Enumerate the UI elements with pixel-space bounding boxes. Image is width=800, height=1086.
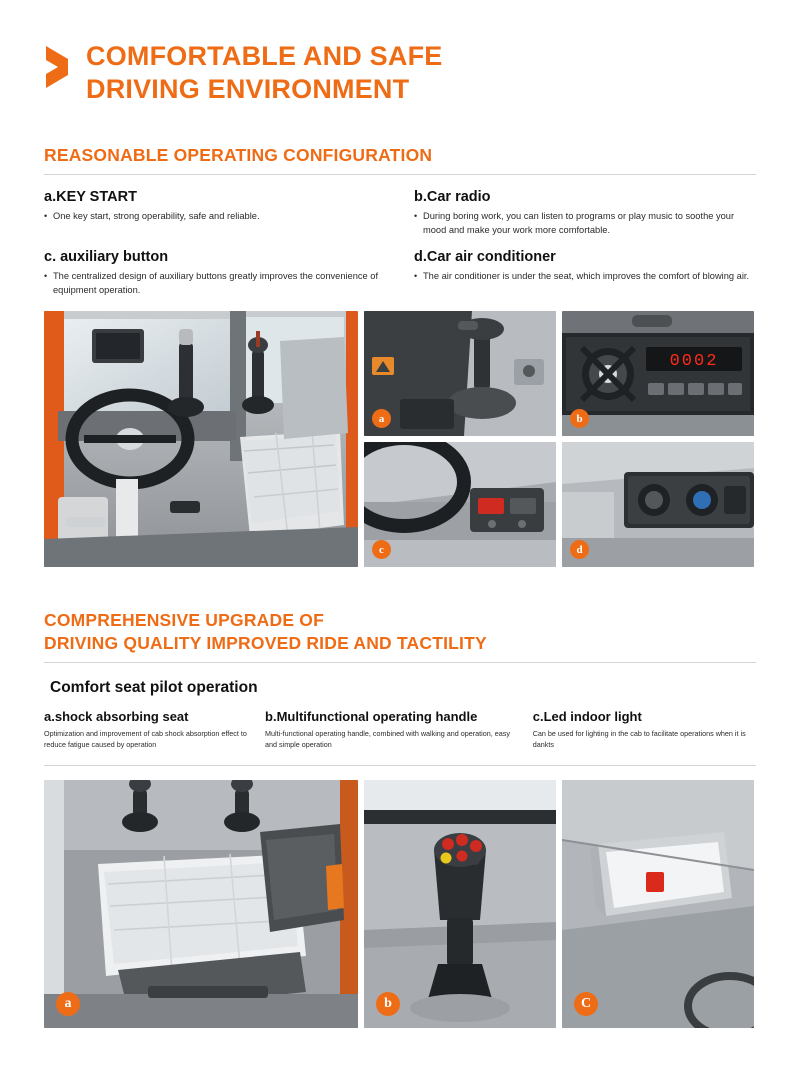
feature-title: d.Car air conditioner <box>414 249 556 266</box>
page-header <box>44 0 756 106</box>
photo-badge: b <box>570 409 589 428</box>
bullet-dot: • <box>414 211 418 222</box>
feature-bullet <box>414 270 756 283</box>
divider <box>44 662 756 663</box>
section-driving-quality <box>44 609 756 1027</box>
section1-heading: REASONABLE OPERATING CONFIGURATION <box>44 144 433 165</box>
page-title-line1: COMFORTABLE AND SAFE <box>86 41 443 71</box>
section1-photo-row-bottom <box>364 442 754 567</box>
feature-bullet <box>414 210 756 237</box>
section2-photo-row <box>44 780 756 1028</box>
feature-title: a.shock absorbing seat <box>44 708 189 724</box>
bullet-dot: • <box>414 271 418 282</box>
led-indoor-light-photo <box>562 780 754 1028</box>
feature-air-conditioner <box>414 249 756 297</box>
feature-title: b.Car radio <box>414 189 491 206</box>
divider <box>44 765 756 766</box>
section1-photo-cluster <box>364 311 754 567</box>
section2-heading-line1: COMPREHENSIVE UPGRADE OF <box>44 610 324 631</box>
radio-display-value: 0002 <box>669 352 719 372</box>
page-title-line2: DRIVING ENVIRONMENT <box>86 73 410 104</box>
feature-text: Can be used for lighting in the cab to facilitate operations when it is dankts <box>532 728 746 749</box>
bullet-text: The air conditioner is under the seat, which improves the comfort of blowing air. <box>423 271 750 282</box>
section2-subtitle: Comfort seat pilot operation <box>50 678 258 696</box>
bullet-text: The centralized design of auxiliary buttons greatly improves the convenience of equipment operation. <box>53 271 379 295</box>
feature-title: c. auxiliary button <box>44 249 169 266</box>
air-conditioner-photo <box>562 442 754 567</box>
bullet-text: One key start, strong operability, safe and reliable. <box>53 211 260 222</box>
photo-badge: a <box>372 409 391 428</box>
car-radio-photo <box>562 311 754 436</box>
feature-key-start <box>44 189 386 237</box>
feature-multifunctional-handle <box>265 709 519 751</box>
feature-car-radio <box>414 189 756 237</box>
section1-features <box>44 189 756 297</box>
feature-led-indoor-light <box>533 709 756 751</box>
page-title <box>86 40 442 106</box>
feature-shock-absorbing-seat <box>44 709 251 751</box>
photo-badge: d <box>570 540 589 559</box>
feature-title: b.Multifunctional operating handle <box>265 708 478 724</box>
divider <box>44 174 756 175</box>
section2-heading <box>44 609 756 654</box>
key-start-photo <box>364 311 556 436</box>
multifunctional-handle-photo <box>364 780 556 1028</box>
section2-features <box>44 709 756 751</box>
photo-badge: a <box>56 992 80 1016</box>
feature-auxiliary-button <box>44 249 386 297</box>
feature-text: Multi-functional operating handle, combined with walking and operation, easy and simple operation <box>265 728 510 749</box>
shock-absorbing-seat-photo <box>44 780 358 1028</box>
bullet-dot: • <box>44 271 48 282</box>
bullet-dot: • <box>44 211 48 222</box>
photo-badge: c <box>372 540 391 559</box>
feature-bullet <box>44 210 386 223</box>
feature-title: a.KEY START <box>44 189 137 206</box>
feature-text: Optimization and improvement of cab shock absorption effect to reduce fatigue caused by operation <box>44 728 247 749</box>
feature-bullet <box>44 270 386 297</box>
section1-photo-row <box>44 311 756 567</box>
photo-badge: C <box>574 992 598 1016</box>
feature-title: c.Led indoor light <box>532 708 642 724</box>
bullet-text: During boring work, you can listen to programs or play music to soothe your mood and make your work more comfortable. <box>423 211 735 235</box>
cab-interior-photo <box>44 311 358 567</box>
section2-heading-line2: DRIVING QUALITY IMPROVED RIDE AND TACTILITY <box>44 632 487 653</box>
section1-photo-row-top <box>364 311 754 436</box>
auxiliary-button-photo <box>364 442 556 567</box>
photo-badge: b <box>376 992 400 1016</box>
chevron-right-icon <box>44 44 70 90</box>
section-operating-configuration <box>44 144 756 567</box>
